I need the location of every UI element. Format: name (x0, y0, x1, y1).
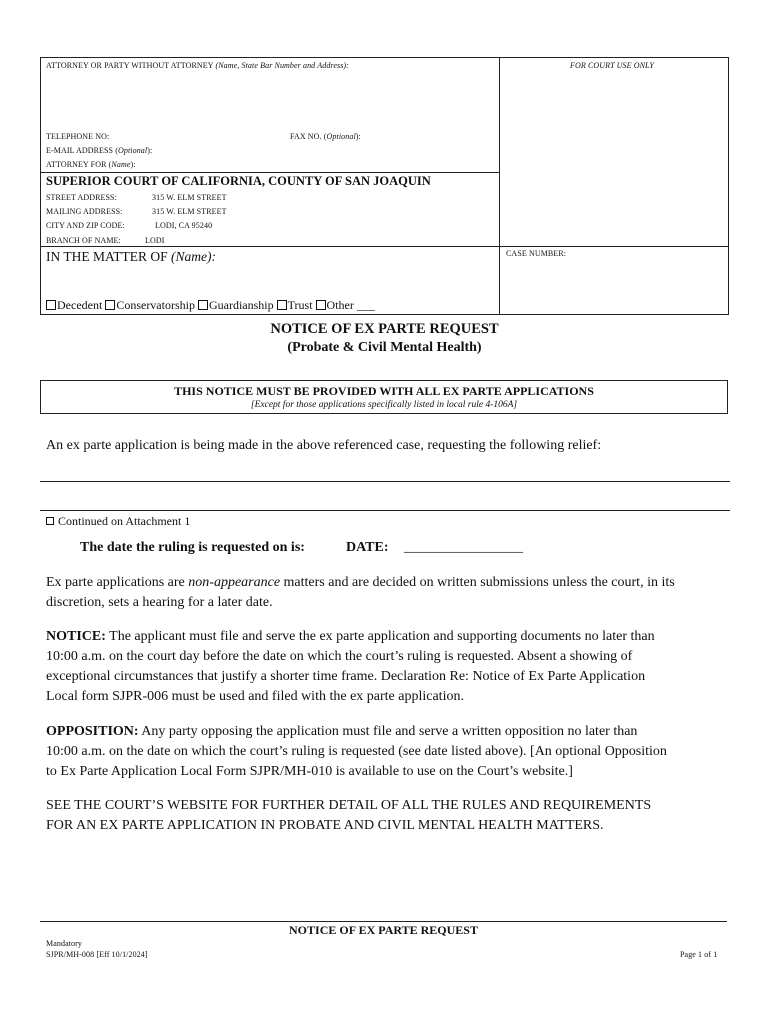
other-checkbox[interactable] (316, 300, 326, 310)
conservatorship-checkbox[interactable] (105, 300, 115, 310)
email-label: E-MAIL ADDRESS (Optional): (46, 146, 153, 155)
city-label: CITY AND ZIP CODE: (46, 221, 125, 230)
street-value: 315 W. ELM STREET (152, 193, 227, 202)
attorney-label: ATTORNEY OR PARTY WITHOUT ATTORNEY (Name, State Bar Number and Address): (46, 61, 349, 70)
mailing-label: MAILING ADDRESS: (46, 207, 123, 216)
form-title: NOTICE OF EX PARTE REQUEST (270, 321, 499, 337)
branch-label: BRANCH OF NAME: (46, 236, 121, 245)
other-label: Other ___ (326, 298, 375, 312)
court-section-divider (40, 246, 729, 247)
case-number-label: CASE NUMBER: (506, 249, 567, 258)
continued-attachment (46, 514, 190, 529)
footer-form-id: SJPR/MH-008 [Eff 10/1/2024] (46, 950, 148, 959)
court-name: SUPERIOR COURT OF CALIFORNIA, COUNTY OF SAN JOAQUIN (46, 174, 431, 188)
guardianship-checkbox[interactable] (198, 300, 208, 310)
street-label: STREET ADDRESS: (46, 193, 117, 202)
notice-heading: THIS NOTICE MUST BE PROVIDED WITH ALL EX PARTE APPLICATIONS (174, 384, 594, 398)
date-field[interactable]: _________________ (404, 540, 523, 555)
continued-label: Continued on Attachment 1 (58, 514, 191, 528)
footer-title: NOTICE OF EX PARTE REQUEST (289, 923, 478, 937)
mailing-value: 315 W. ELM STREET (152, 207, 227, 216)
relief-intro: An ex parte application is being made in the above referenced case, requesting the following relief: (46, 438, 602, 453)
matter-type-options (46, 298, 375, 313)
court-use-label: FOR COURT USE ONLY (570, 61, 654, 70)
guardianship-label: Guardianship (208, 298, 274, 312)
attorney-for-label: ATTORNEY FOR (Name): (46, 160, 136, 169)
footer-mandatory: Mandatory (46, 939, 83, 948)
fax-label: FAX NO. (Optional): (290, 132, 361, 141)
notice-paragraph: NOTICE: The applicant must file and serve the ex parte application and supporting documents no later than 10:00 a.m. on the court day before the date on which the court’s ruling is requested. Absent a showing of exceptional circumstances that justify a shorter time frame. Declaration Re: Notice of Ex Parte Application Local form SJPR-006 must be used and filed with the ex parte application. (46, 629, 655, 704)
decedent-label: Decedent (57, 298, 103, 312)
relief-line-1[interactable] (40, 481, 730, 482)
form-subtitle: (Probate & Civil Mental Health) (287, 340, 482, 355)
website-paragraph: SEE THE COURT’S WEBSITE FOR FURTHER DETAIL OF ALL THE RULES AND REQUIREMENTS FOR AN EX PARTE APPLICATION IN PROBATE AND CIVIL MENTAL HEALTH MATTERS. (46, 798, 652, 833)
notice-subheading: [Except for those applications specifically listed in local rule 4-106A] (250, 400, 518, 410)
attorney-section-divider (40, 172, 500, 173)
continued-checkbox[interactable] (46, 517, 54, 525)
trust-checkbox[interactable] (277, 300, 287, 310)
branch-value: LODI (145, 236, 165, 245)
caption-top-border (40, 57, 729, 58)
footer-rule (40, 921, 727, 922)
city-value: LODI, CA 95240 (155, 221, 213, 230)
opposition-paragraph: OPPOSITION: Any party opposing the application must file and serve a written opposition no later than 10:00 a.m. on the date on which the court’s ruling is requested (see date listed above). [An optional Opposition to Ex Parte Application Local Form SJPR/MH-010 is available to use on the Court’s website.] (46, 724, 667, 779)
trust-label: Trust (287, 298, 313, 312)
footer-page-number: Page 1 of 1 (680, 950, 718, 959)
matter-label: IN THE MATTER OF (Name): (46, 249, 216, 264)
ruling-label: The date the ruling is requested on is: (80, 540, 305, 555)
conservatorship-label: Conservatorship (116, 298, 195, 312)
caption-right-border (728, 57, 729, 315)
decedent-checkbox[interactable] (46, 300, 56, 310)
date-label: DATE: (346, 540, 389, 555)
caption-bottom-border (40, 314, 729, 315)
caption-left-border (40, 57, 41, 315)
caption-divider (499, 57, 500, 315)
relief-line-2[interactable] (40, 510, 730, 511)
non-appearance-paragraph: Ex parte applications are non-appearance matters and are decided on written submissions unless the court, in its discretion, sets a hearing for a later date. (46, 575, 675, 610)
telephone-label: TELEPHONE NO: (46, 132, 110, 141)
